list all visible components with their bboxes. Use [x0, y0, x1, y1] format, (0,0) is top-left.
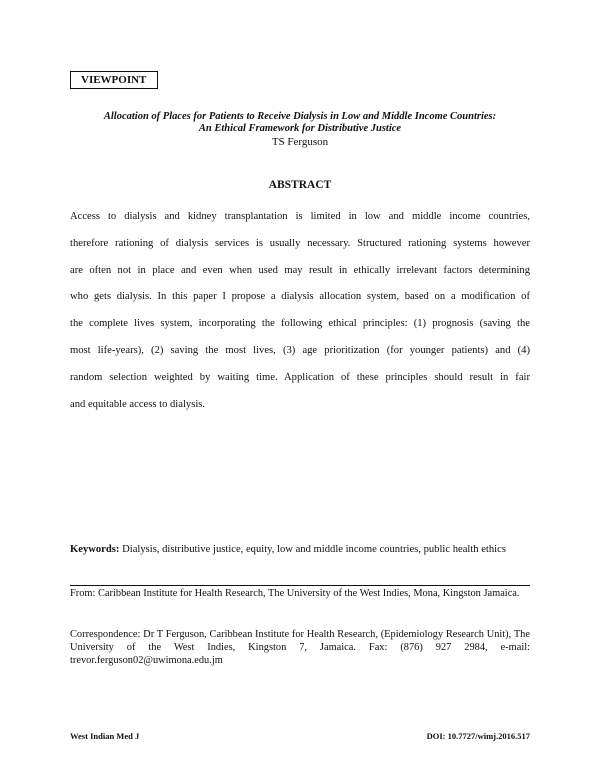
abstract-line: most life-years), (2) saving the most lives, (3) age prioritization (for younger patients) and (4) [70, 344, 530, 356]
abstract-line: and equitable access to dialysis. [70, 398, 206, 410]
abstract-line: who gets dialysis. In this paper I propose a dialysis allocation system, based on a modification of [70, 291, 530, 303]
affiliation: From: Caribbean Institute for Health Research, The University of the West Indies, Mona, Kingston Jamaica. [70, 588, 520, 599]
abstract-body [70, 204, 530, 418]
keywords-text: Dialysis, distributive justice, equity, low and middle income countries, public health ethics [122, 544, 506, 555]
section-label: VIEWPOINT [70, 71, 158, 89]
keywords-label: Keywords: [70, 544, 120, 555]
abstract-line: are often not in place and even when used may result in ethically irrelevant factors determining [70, 264, 530, 276]
author: TS Ferguson [271, 136, 329, 148]
keywords [70, 543, 530, 556]
journal-name: West Indian Med J [70, 731, 140, 741]
abstract-line: therefore rationing of dialysis services is usually necessary. Structured rationing systems however [70, 237, 530, 249]
abstract-line: Access to dialysis and kidney transplantation is limited in low and middle income countries, [70, 211, 530, 222]
abstract-heading: ABSTRACT [268, 179, 332, 191]
abstract-line: the complete lives system, incorporating the following ethical principles: (1) prognosis (saving the [70, 318, 530, 330]
footnote-divider [70, 585, 530, 586]
doi: DOI: 10.7727/wimj.2016.517 [426, 731, 530, 741]
title-line-1: Allocation of Places for Patients to Receive Dialysis in Low and Middle Income Countries: [103, 111, 497, 122]
abstract-line: random selection weighted by waiting time. Application of these principles should result in fair [70, 371, 530, 383]
title-line-2: An Ethical Framework for Distributive Justice [198, 123, 402, 134]
correspondence: Correspondence: Dr T Ferguson, Caribbean Institute for Health Research, (Epidemiology Research Unit), The University of the West Indies, Kingston 7, Jamaica. Fax: (876) 927 2984, e-mail: trevor.ferguson02@uwimona.edu.jm [70, 629, 530, 666]
